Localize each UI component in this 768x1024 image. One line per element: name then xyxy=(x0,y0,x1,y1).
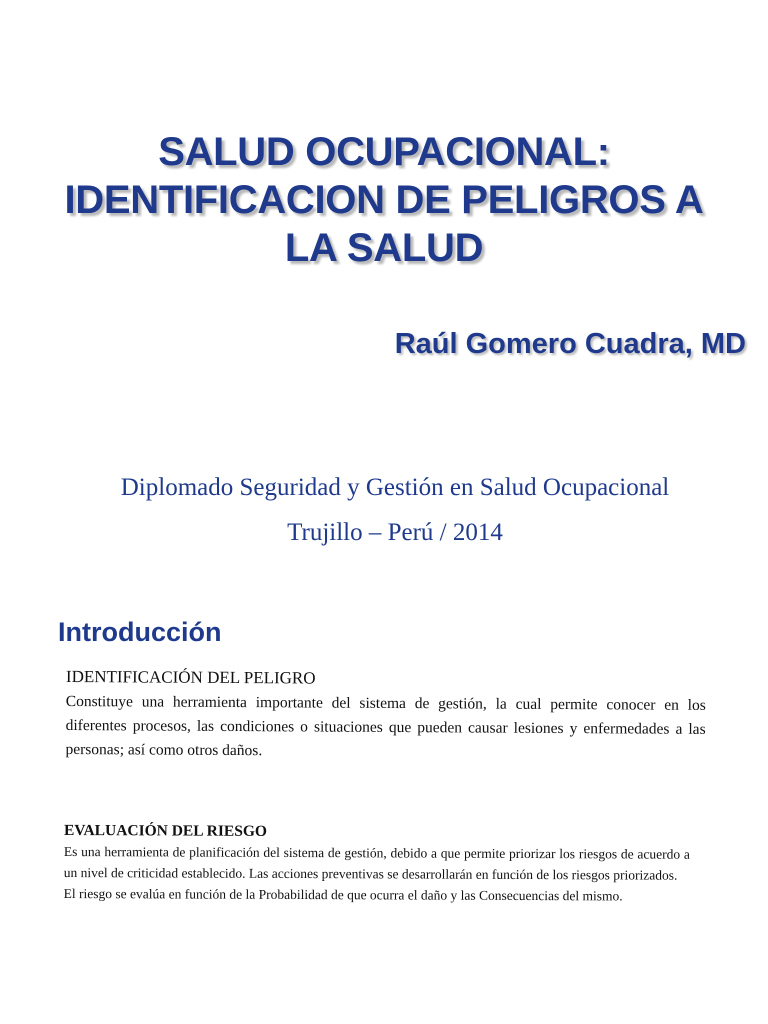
evaluacion-heading: EVALUACIÓN DEL RIESGO xyxy=(63,822,267,840)
title-line-3: LA SALUD xyxy=(284,226,484,270)
title-line-2: IDENTIFICACION DE PELIGROS A xyxy=(64,178,704,222)
course-name: Diplomado Seguridad y Gestión en Salud Ocupacional xyxy=(120,474,670,501)
evaluacion-body-1: Es una herramienta de planificación del sistema de gestión, debido a que permite priorizar los riesgos de acuerdo a un nivel de criticidad establecido. Las acciones preventivas se desarrollarán en función de los riesgos priorizados. xyxy=(63,843,690,883)
identificacion-heading: IDENTIFICACIÓN DEL PELIGRO xyxy=(65,667,316,688)
identificacion-body: Constituye una herramienta importante del sistema de gestión, la cual permite conocer en los diferentes procesos, las condiciones o situaciones que pueden causar lesiones y enfermedades a las personas; así como otros daños. xyxy=(65,692,706,760)
section-heading: Introducción xyxy=(58,617,222,647)
course-location-year: Trujillo – Perú / 2014 xyxy=(287,519,503,546)
evaluacion-block xyxy=(64,821,690,907)
evaluacion-body-2: El riesgo se evalúa en función de la Probabilidad de que ocurra el daño y las Consecuencias del mismo. xyxy=(63,885,623,904)
page-title xyxy=(0,128,768,272)
identificacion-block xyxy=(65,666,706,766)
title-line-1: SALUD OCUPACIONAL: xyxy=(158,130,610,174)
author-name: Raúl Gomero Cuadra, MD xyxy=(394,328,746,360)
